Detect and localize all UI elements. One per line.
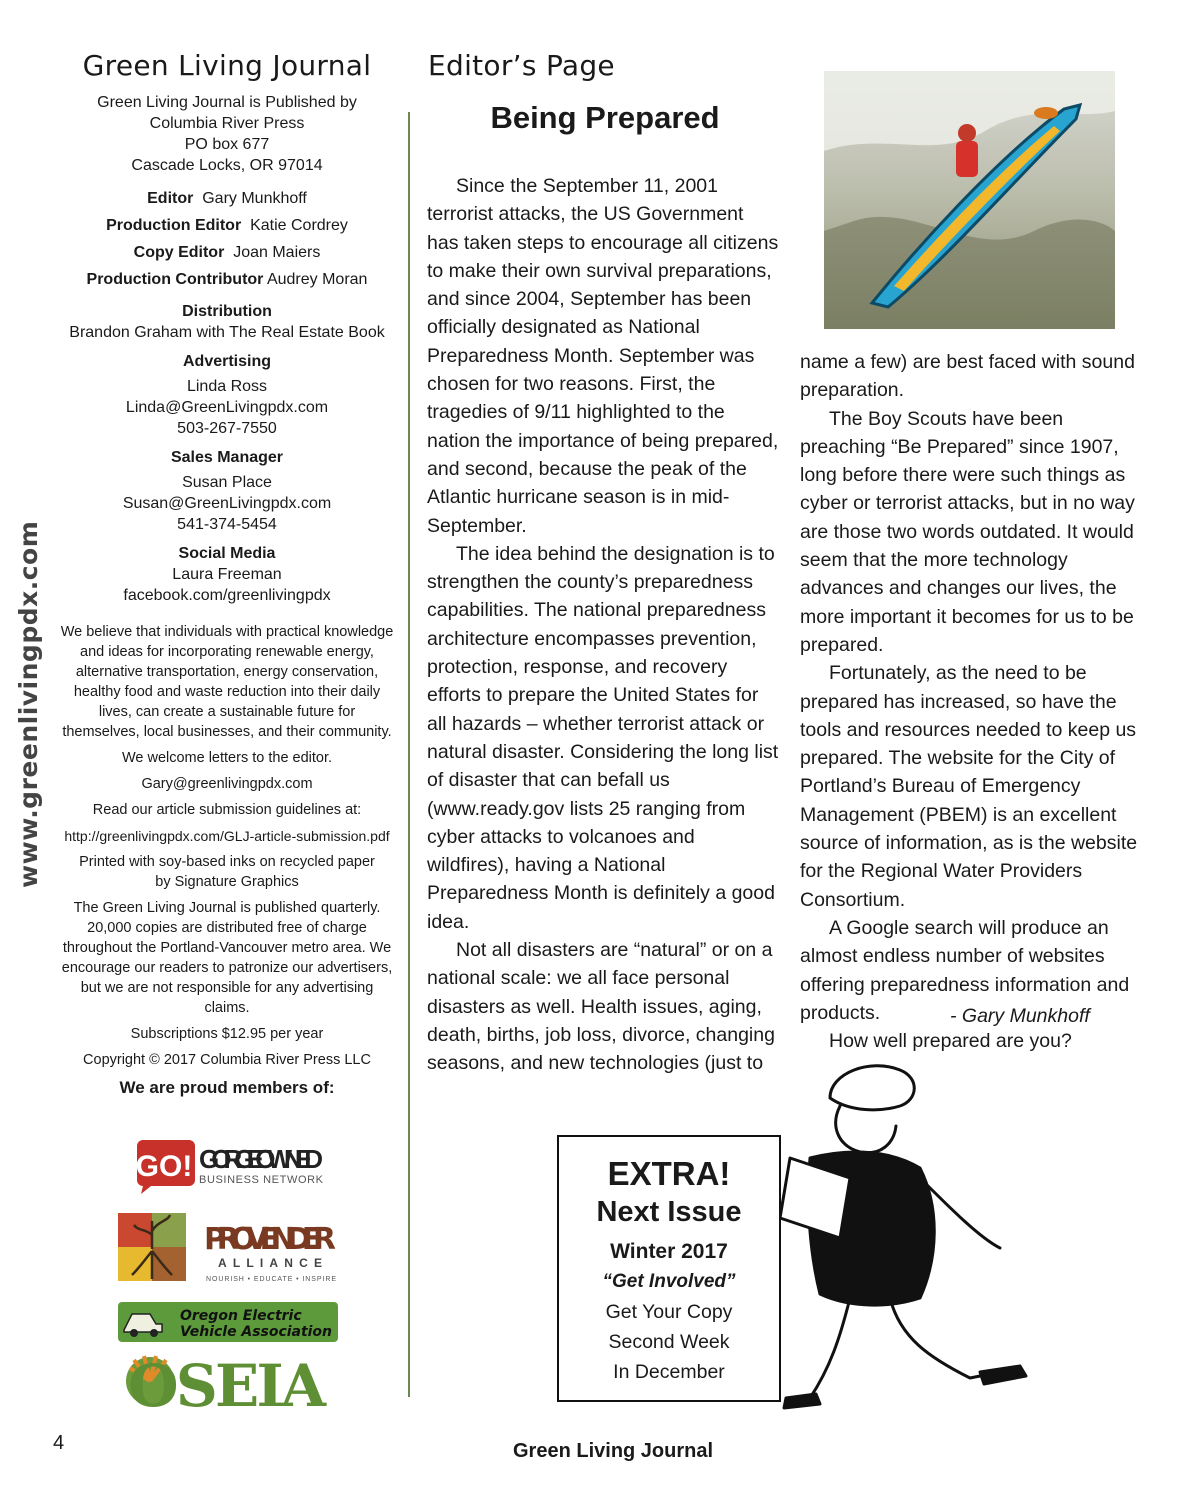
article-column-right <box>800 348 1150 1055</box>
author-signature: - Gary Munkhoff <box>950 1005 1090 1027</box>
social-url: facebook.com/greenlivingpdx <box>123 587 331 604</box>
oseia-logo <box>124 1350 329 1412</box>
kayak-waterfall-photo <box>824 71 1115 329</box>
mission-statement: We believe that individuals with practical knowledge and ideas for incorporating renewable energy, alternative transportation, energy conservation, healthy food and waste reduction into their daily lives, can create a sustainable future for themselves, local businesses, and their community. <box>60 624 394 740</box>
editor-credit <box>60 185 394 212</box>
footer-journal-title: Green Living Journal <box>513 1440 714 1462</box>
dry-bag <box>1034 107 1058 119</box>
provender-name: PROVENDER <box>204 1222 336 1257</box>
editor-label: Editor <box>147 190 194 207</box>
members-heading: We are proud members of: <box>119 1078 335 1097</box>
sales-heading: Sales Manager <box>170 449 284 466</box>
page-number: 4 <box>53 1432 65 1454</box>
paddler-vest <box>956 141 978 177</box>
provender-tagline: NOURISH • EDUCATE • INSPIRE <box>206 1276 336 1283</box>
oseia-name: OSEIA <box>128 1352 326 1412</box>
article-column-middle <box>427 172 779 1078</box>
provender-tile-yellow <box>118 1247 152 1281</box>
sales-name: Susan Place <box>182 474 272 491</box>
editor-name: Gary Munkhoff <box>202 190 307 207</box>
extra-theme: “Get Involved” <box>602 1271 736 1292</box>
article-paragraph: How well prepared are you? <box>829 1030 1072 1053</box>
oregon-electric-vehicle-logo <box>118 1302 338 1342</box>
article-paragraph: The Boy Scouts have been preaching “Be Prepared” since 1907, long before there were such things as cyber or terrorist attacks, but in no way are those two words outdated. It would seem that the more technology advances and changes our lives, the more important it becomes for us to be prepared. <box>800 407 1135 656</box>
journal-title: Green Living Journal <box>82 49 372 82</box>
extra-line-3: In December <box>613 1361 725 1383</box>
paddler-helmet <box>958 124 976 142</box>
article-title: Being Prepared <box>490 100 720 135</box>
po-box: PO box 677 <box>184 136 270 153</box>
copy-editor-label: Copy Editor <box>133 244 225 261</box>
letters-email: Gary@greenlivingpdx.com <box>141 776 313 792</box>
article-paragraph: Fortunately, as the need to be prepared has increased, so have the tools and resources needed to keep us prepared. The website for the City of Portland’s Bureau of Emergency Management (PBEM) is an excellent source of information, as is the website for the Regional Water Providers Consortium. <box>800 662 1138 911</box>
extra-line-2: Second Week <box>608 1331 730 1353</box>
production-editor-credit <box>60 212 394 239</box>
extra-subhead: Next Issue <box>596 1196 742 1228</box>
shoe-icon <box>980 1366 1026 1384</box>
social-heading: Social Media <box>178 545 276 562</box>
article-paragraph: Since the September 11, 2001 terrorist attacks, the US Government has taken steps to encourage all citizens to make their own survival preparations, and since 2004, September has been officially designated as National Preparedness Month. September was chosen for two reasons. First, the tragedies of 9/11 highlighted to the nation the importance of being prepared, and second, because the peak of the Atlantic hurricane season is in mid-September. <box>427 175 779 537</box>
advertising-heading: Advertising <box>182 353 271 370</box>
gorge-owned-logo <box>133 1136 333 1194</box>
car-wheel-icon <box>130 1329 138 1337</box>
oeva-line1: Oregon Electric <box>180 1308 302 1324</box>
provender-sub: ALLIANCE <box>218 1256 322 1270</box>
go-badge-text: GO! <box>135 1150 193 1183</box>
column-divider <box>408 112 410 1397</box>
sales-phone: 541-374-5454 <box>177 516 277 533</box>
advertising-phone: 503-267-7550 <box>177 420 277 437</box>
sales-email: Susan@GreenLivingpdx.com <box>122 495 332 512</box>
quarterly-note: The Green Living Journal is published quarterly. 20,000 copies are distributed free of charge throughout the Portland-Vancouver metro area. We encourage our readers to patronize our advertisers, but we are not responsible for any advertising claims. <box>61 900 393 1016</box>
social-name: Laura Freeman <box>172 566 282 583</box>
printed-note: Printed with soy-based inks on recycled paper <box>79 854 375 870</box>
guidelines-note: Read our article submission guidelines at: <box>92 802 362 818</box>
copy-editor-name: Joan Maiers <box>233 244 321 261</box>
shoe-icon <box>784 1394 820 1408</box>
article-paragraph: The idea behind the designation is to strengthen the county’s preparedness capabilities. The national preparedness architecture encompasses prevention, protection, response, and recovery efforts to prepare the United States for all hazards – whether terrorist attack or natural disaster. Considering the long list of disaster that can befall us (www.ready.gov lists 25 ranging from cyber attacks to volcanoes and wildfires), having a National Preparedness Month is definitely a good idea. <box>427 542 779 933</box>
car-wheel-icon <box>150 1329 158 1337</box>
copy-editor-credit <box>60 239 394 266</box>
next-issue-box <box>557 1135 781 1402</box>
newsboy-leg-right <box>890 1298 1000 1378</box>
subscriptions: Subscriptions $12.95 per year <box>130 1026 324 1042</box>
article-paragraph: name a few) are best faced with sound preparation. <box>800 351 1135 402</box>
published-by: Green Living Journal is Published by <box>97 94 357 111</box>
side-website-url: www.greenlivingpdx.com <box>14 520 43 888</box>
production-editor-label: Production Editor <box>106 217 242 234</box>
extra-headline: EXTRA! <box>607 1155 731 1192</box>
provender-tile-red <box>118 1213 152 1247</box>
copyright: Copyright © 2017 Columbia River Press LLC <box>83 1052 371 1068</box>
oeva-line2: Vehicle Association <box>180 1324 332 1340</box>
newsboy-cap-outline <box>830 1066 914 1110</box>
publisher-name: Columbia River Press <box>149 115 305 132</box>
go-name: GORGE OWNED <box>199 1144 323 1174</box>
newsboy-illustration <box>770 1058 1050 1418</box>
distribution-text: Brandon Graham with The Real Estate Book <box>69 324 385 341</box>
provender-alliance-logo <box>118 1205 340 1287</box>
advertising-email: Linda@GreenLivingpdx.com <box>125 399 329 416</box>
newsboy-face <box>836 1106 896 1153</box>
production-contributor-credit <box>60 266 394 293</box>
distribution-heading: Distribution <box>182 303 272 320</box>
newsboy-leg-left <box>786 1298 850 1402</box>
publisher-city: Cascade Locks, OR 97014 <box>131 157 323 174</box>
extra-issue: Winter 2017 <box>610 1240 728 1263</box>
provender-tile-brown <box>152 1247 186 1281</box>
article-paragraph: A Google search will produce an almost endless number of websites offering preparedness information and products. <box>800 916 1130 1024</box>
production-contributor-name: Audrey Moran <box>266 271 368 288</box>
article-paragraph: Not all disasters are “natural” or on a national scale: we all face personal disasters as well. Health issues, aging, death, births, job loss, divorce, changing seasons, and new technologies (just to <box>427 939 775 1075</box>
section-title: Editor’s Page <box>428 49 615 82</box>
masthead <box>60 48 394 1098</box>
extra-line-1: Get Your Copy <box>605 1301 733 1323</box>
printed-by: by Signature Graphics <box>155 874 299 890</box>
go-sub: BUSINESS NETWORK <box>199 1174 323 1186</box>
guidelines-url: http://greenlivingpdx.com/GLJ-article-submission.pdf <box>64 828 390 844</box>
advertising-name: Linda Ross <box>186 378 268 395</box>
production-editor-name: Katie Cordrey <box>250 217 348 234</box>
letters-note: We welcome letters to the editor. <box>121 750 333 766</box>
production-contributor-label: Production Contributor <box>86 271 264 288</box>
